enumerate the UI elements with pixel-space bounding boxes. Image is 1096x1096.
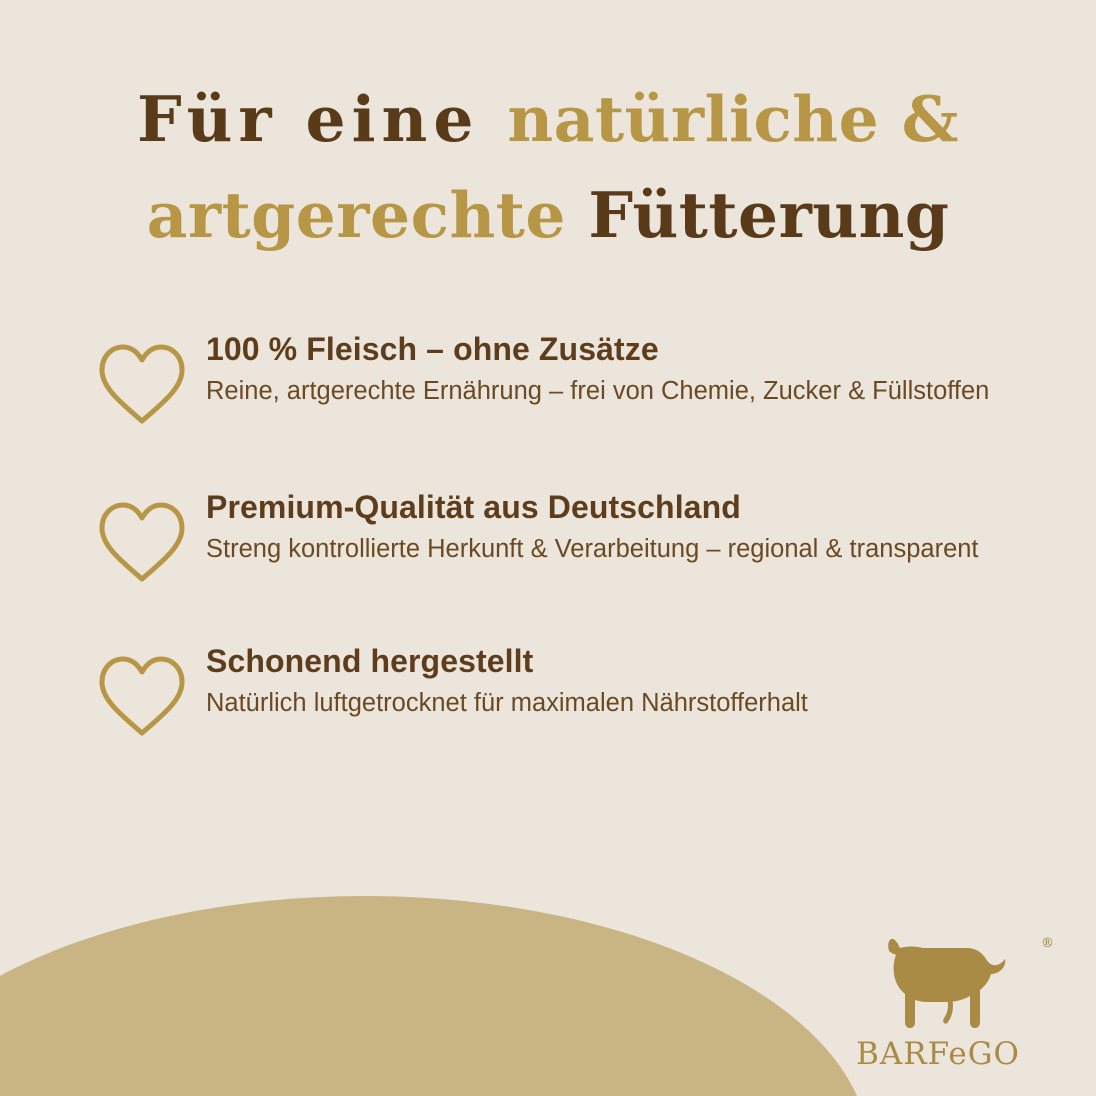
headline-part-2: natürliche & <box>507 82 960 156</box>
feature-description: Natürlich luftgetrocknet für maximalen Nährstofferhalt <box>206 689 808 718</box>
brand-wordmark: BARFeGO <box>856 1036 1020 1072</box>
page-title <box>0 72 1096 264</box>
feature-text <box>206 488 1048 569</box>
feature-list <box>78 330 1048 794</box>
decorative-blob <box>0 896 870 1096</box>
feature-description: Streng kontrollierte Herkunft & Verarbeitung – regional & transparent <box>206 535 979 564</box>
brand-logo <box>838 934 1054 1072</box>
dog-silhouette-icon <box>863 934 1013 1034</box>
headline-line-1 <box>0 72 1096 168</box>
heart-icon <box>78 642 206 738</box>
feature-title: Premium-Qualität aus Deutschland <box>206 489 741 525</box>
headline-part-4: Fütterung <box>588 177 950 252</box>
headline-line-2 <box>0 168 1096 264</box>
headline-part-1: Für eine <box>136 82 508 156</box>
feature-text <box>206 642 1048 723</box>
feature-description: Reine, artgerechte Ernährung – frei von Chemie, Zucker & Füllstoffen <box>206 377 990 406</box>
feature-title: Schonend hergestellt <box>206 643 534 679</box>
feature-text <box>206 330 1048 411</box>
headline-part-3: artgerechte <box>146 177 589 252</box>
registered-mark: ® <box>1041 936 1054 951</box>
heart-icon <box>78 488 206 584</box>
feature-title: 100 % Fleisch – ohne Zusätze <box>206 331 659 367</box>
list-item <box>78 642 1048 738</box>
list-item <box>78 488 1048 584</box>
list-item <box>78 330 1048 426</box>
heart-icon <box>78 330 206 426</box>
